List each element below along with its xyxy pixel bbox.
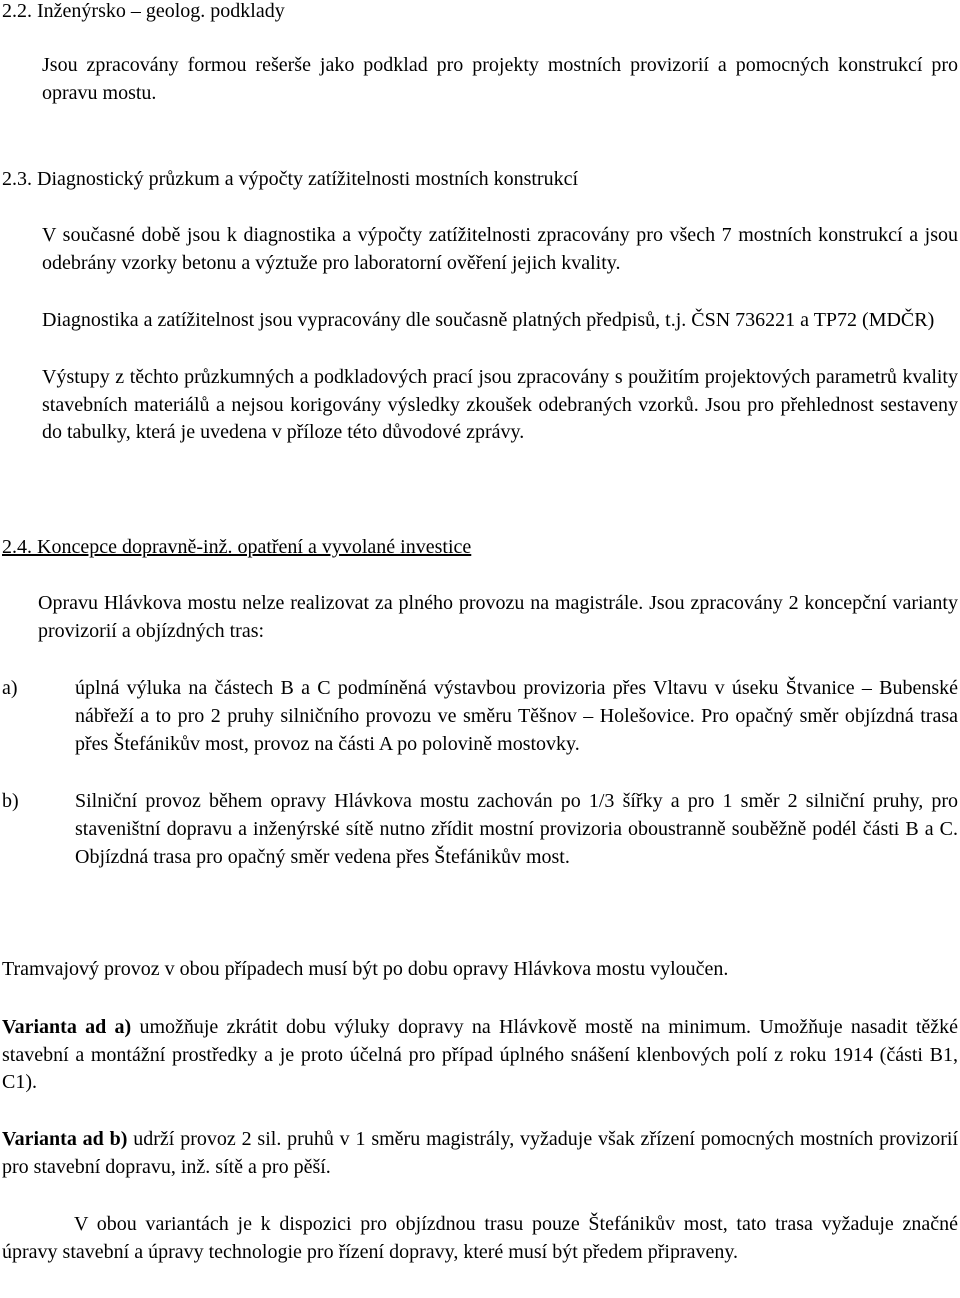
- list-item-a-text: úplná výluka na částech B a C podmíněná výstavbou provizoria přes Vltavu v úseku Štvanice – Bubenské nábřeží a to pro 2 pruhy silničního provozu ve směru Těšnov – Holešovice. Pro opačný směr objízdná trasa přes Štefánikův most, provoz na části A po polovině mostovky.: [75, 677, 958, 755]
- variant-b-label: Varianta ad b): [2, 1128, 128, 1150]
- section-2-2-heading: 2.2. Inženýrsko – geolog. podklady: [2, 0, 285, 22]
- list-item-a-label: a): [2, 677, 18, 699]
- list-item-b-text: Silniční provoz během opravy Hlávkova mostu zachován po 1/3 šířky a pro 1 směr 2 silniční pruhy, pro staveništní dopravu a inženýrské sítě nutno zřídit mostní provizoria oboustranně souběžně podél části B a C. Objízdná trasa pro opačný směr vedena přes Štefánikův most.: [75, 790, 958, 868]
- section-2-3-heading: 2.3. Diagnostický průzkum a výpočty zatížitelnosti mostních konstrukcí: [2, 168, 579, 190]
- tram-paragraph: Tramvajový provoz v obou případech musí být po dobu opravy Hlávkova mostu vyloučen.: [2, 958, 729, 980]
- section-2-3-paragraph-2: Diagnostika a zatížitelnost jsou vypracovány dle současně platných předpisů, t.j. ČSN 736221 a TP72 (MDČR): [42, 309, 935, 331]
- section-2-2-paragraph: Jsou zpracovány formou rešerše jako podklad pro projekty mostních provizorií a pomocných konstrukcí pro opravu mostu.: [42, 54, 958, 104]
- final-paragraph: V obou variantách je k dispozici pro objízdnou trasu pouze Štefánikův most, tato trasa vyžaduje značné úpravy stavební a úpravy technologie pro řízení dopravy, které musí být předem připraveny.: [2, 1213, 958, 1263]
- variant-a-text: umožňuje zkrátit dobu výluky dopravy na Hlávkově mostě na minimum. Umožňuje nasadit těžké stavební a montážní prostředky a je proto účelná pro případ úplného snášení klenbových polí z roku 1914 (části B1, C1).: [2, 1016, 959, 1093]
- variant-a-label: Varianta ad a): [2, 1016, 132, 1038]
- section-2-3-paragraph-3: Výstupy z těchto průzkumných a podkladových prací jsou zpracovány s použitím projektových parametrů kvality stavebních materiálů a nejsou korigovány výsledky zkoušek odebraných vzorků. Jsou pro přehlednost sestaveny do tabulky, která je uvedena v příloze této důvodové zprávy.: [42, 366, 958, 443]
- list-item-b-label: b): [2, 790, 19, 812]
- section-2-4-paragraph-1: Opravu Hlávkova mostu nelze realizovat za plného provozu na magistrále. Jsou zpracovány 2 koncepční varianty provizorií a objízdných tras:: [38, 592, 958, 642]
- section-2-4-heading: 2.4. Koncepce dopravně-inž. opatření a vyvolané investice: [2, 536, 472, 558]
- variant-b-text: udrží provoz 2 sil. pruhů v 1 směru magistrály, vyžaduje však zřízení pomocných mostních provizorií pro stavební dopravu, inž. sítě a pro pěší.: [2, 1128, 958, 1178]
- variant-b-paragraph: [2, 1126, 958, 1181]
- section-2-3-paragraph-1: V současné době jsou k diagnostika a výpočty zatížitelnosti zpracovány pro všech 7 mostních konstrukcí a jsou odebrány vzorky betonu a výztuže pro laboratorní ověření jejich kvality.: [42, 224, 958, 274]
- variant-a-paragraph: [2, 1014, 958, 1097]
